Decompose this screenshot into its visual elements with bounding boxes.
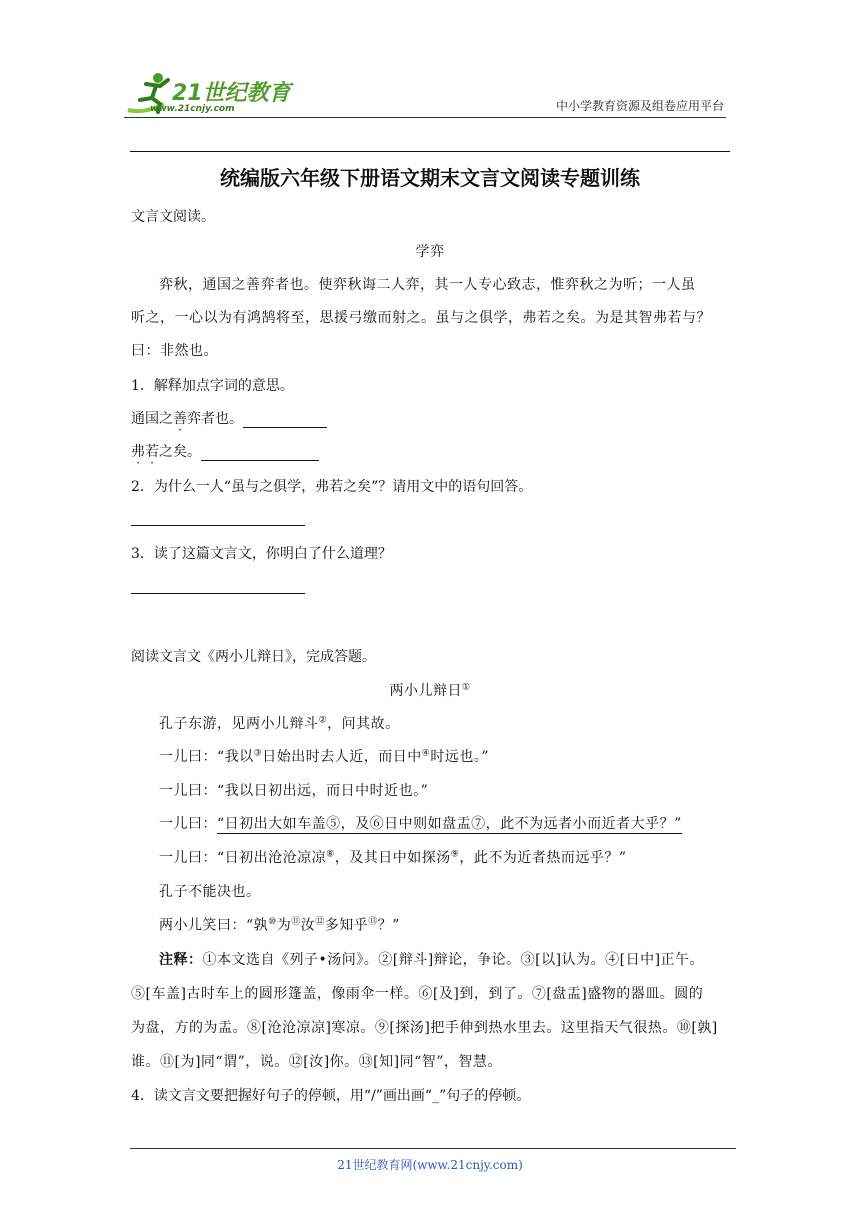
dotted-char: 若 xyxy=(145,444,159,460)
answer-blank-1a[interactable] xyxy=(243,411,327,428)
question-4: 4．读文言文要把握好句子的停顿，用“/”画出画“_”句子的停顿。 xyxy=(131,1088,531,1104)
question-2: 2．为什么一人“虽与之俱学，弗若之矣”？请用文中的语句回答。 xyxy=(131,479,533,495)
footer-text[interactable]: 21世纪教育网(www.21cnjy.com) xyxy=(337,1158,523,1172)
logo-url: www.21cnjy.com xyxy=(150,104,235,114)
passage2-line-1: 孔子东游，见两小儿辩斗②，问其故。 xyxy=(159,715,400,732)
passage1-line-3: 曰：非然也。 xyxy=(131,343,218,359)
answer-blank-1b[interactable] xyxy=(201,444,319,461)
notes-label: 注释： xyxy=(159,952,203,968)
passage1-line-2: 听之，一心以为有鸿鹄将至，思援弓缴而射之。虽与之俱学，弗若之矣。为是其智弗若与？ xyxy=(131,310,711,326)
title-divider xyxy=(130,151,730,152)
answer-line-3[interactable] xyxy=(131,593,305,594)
passage2-line-3: 一儿曰：“我以日初出远，而日中时近也。” xyxy=(159,783,429,799)
section2-intro: 阅读文言文《两小儿辩日》，完成答题。 xyxy=(131,649,376,665)
passage2-line-7: 两小儿笑曰：“孰⑩为⑪汝⑫多知乎⑬？” xyxy=(159,917,400,934)
passage2-line-6: 孔子不能决也。 xyxy=(159,884,261,900)
passage1-title: 学弈 xyxy=(415,244,445,260)
header-divider xyxy=(124,117,726,118)
notes-line-4: 谁。⑪[为]同“谓”，说。⑫[汝]你。⑬[知]同“智”，智慧。 xyxy=(131,1054,502,1070)
notes-line-3: 为盘，方的为盂。⑧[沧沧凉凉]寒凉。⑨[探汤]把手伸到热水里去。这里指天气很热。⑩[孰] xyxy=(131,1020,718,1036)
underlined-sentence: “日初出大如车盖⑤，及⑥日中则如盘盂⑦，此不为远者小而近者大乎？” xyxy=(217,816,682,832)
notes-line-1: 注释：①本文选自《列子•汤问》。②[辩斗]辩论，争论。③[以]认为。④[日中]正午。 xyxy=(159,952,705,968)
question-1b: 弗若之矣。 xyxy=(131,441,319,461)
page-title: 统编版六年级下册语文期末文言文阅读专题训练 xyxy=(220,166,640,190)
notes-line-2: ⑤[车盖]古时车上的圆形篷盖，像雨伞一样。⑥[及]到，到了。⑦[盘盂]盛物的器皿。圆的 xyxy=(131,986,704,1002)
passage2-line-5: 一儿曰：“日初出沧沧凉凉⑧，及其日中如探汤⑨，此不为近者热而远乎？” xyxy=(159,849,627,866)
passage2-title: 两小儿辩日① xyxy=(389,682,471,699)
dotted-char: 弗 xyxy=(131,444,145,460)
passage2-line-2: 一儿曰：“我以③日始出时去人近，而日中④时远也。” xyxy=(159,748,489,765)
question-3: 3．读了这篇文言文，你明白了什么道理？ xyxy=(131,546,392,562)
question-1a: 通国之善弈者也。 xyxy=(131,408,327,428)
platform-label: 中小学教育资源及组卷应用平台 xyxy=(555,99,724,113)
dotted-char: 善 xyxy=(173,411,187,427)
footer-divider xyxy=(130,1148,736,1149)
passage2-line-4: 一儿曰：“日初出大如车盖⑤，及⑥日中则如盘盂⑦，此不为远者小而近者大乎？” xyxy=(159,816,682,832)
section1-intro: 文言文阅读。 xyxy=(131,209,215,225)
question-1: 1．解释加点字词的意思。 xyxy=(131,378,294,394)
logo-text: 21世纪教育 xyxy=(172,81,291,106)
answer-line-2[interactable] xyxy=(131,525,305,526)
passage1-line-1: 弈秋，通国之善弈者也。使弈秋诲二人弈，其一人专心致志，惟弈秋之为听；一人虽 xyxy=(159,277,696,293)
